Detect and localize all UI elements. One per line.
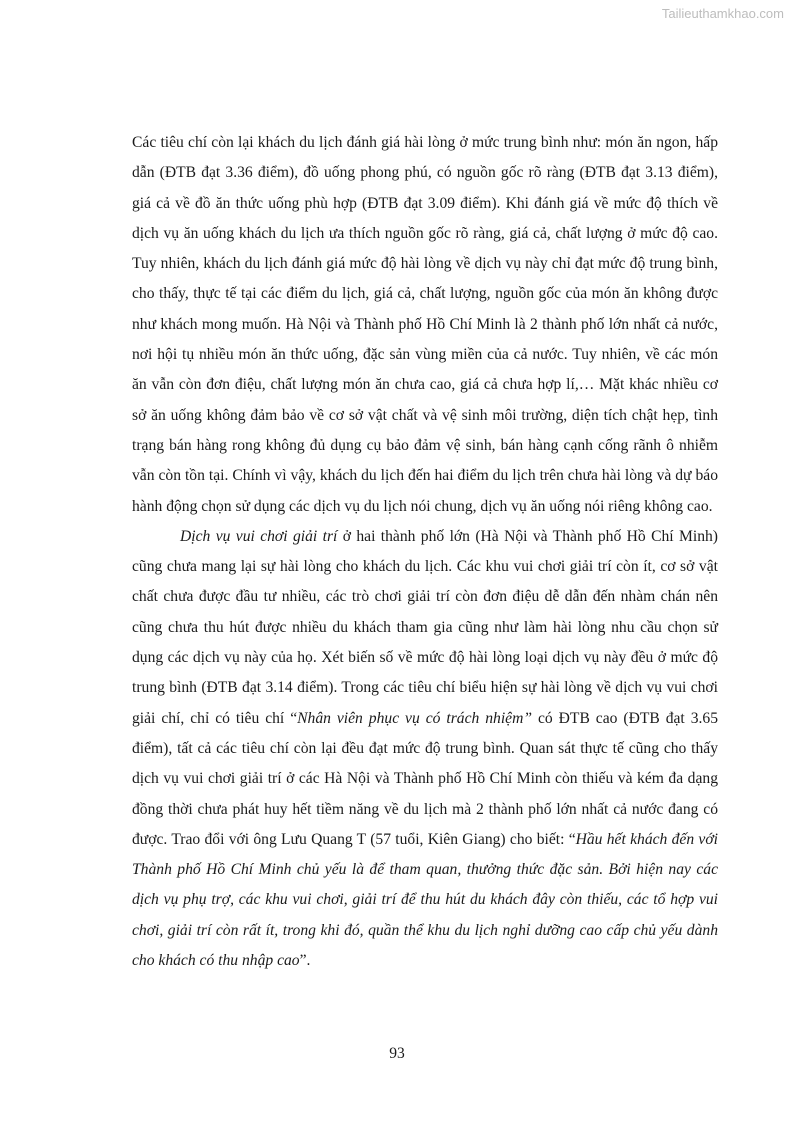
italic-heading-entertainment: Dịch vụ vui chơi giải trí [180,527,338,545]
paragraph-text: có ĐTB cao (ĐTB đạt 3.65 điểm), tất cả các tiêu chí còn lại đều đạt mức độ trung bình. Quan sát thực tế cũng cho thấy dịch vụ vui chơi giải trí ở các Hà Nội và Thành phố Hồ Chí Minh còn thiếu và kém đa dạng đồng thời chưa phát huy hết tiềm năng về du lịch mà 2 thành phố lớn nhất cả nước đang có được. Trao đổi với ông Lưu Quang T (57 tuổi, Kiên Giang) cho biết: “ [132,709,718,848]
page-number: 93 [389,1045,405,1062]
italic-interview-quote: Hầu hết khách đến với Thành phố Hồ Chí Minh chủ yếu là để tham quan, thưởng thức đặc sản. Bởi hiện nay các dịch vụ phụ trợ, các khu vui chơi, giải trí để thu hút du khách đây còn thiếu, các tổ hợp vui chơi, giải trí còn rất ít, trong khi đó, quần thể khu du lịch nghỉ dưỡng cao cấp chủ yếu dành cho khách có thu nhập cao [132,830,718,970]
paragraph-text: ”. [299,952,311,970]
paragraph-entertainment-services [132,522,718,976]
watermark-text: Tailieuthamkhao.com [661,6,784,21]
italic-quote-criterion: Nhân viên phục vụ có trách nhiệm” [297,709,533,727]
paragraph-food-services: Các tiêu chí còn lại khách du lịch đánh giá hài lòng ở mức trung bình như: món ăn ngon, hấp dẫn (ĐTB đạt 3.36 điểm), đồ uống phong phú, có nguồn gốc rõ ràng (ĐTB đạt 3.13 điểm), giá cả về đồ ăn thức uống phù hợp (ĐTB đạt 3.09 điểm). Khi đánh giá về mức độ thích về dịch vụ ăn uống khách du lịch ưa thích nguồn gốc rõ ràng, giá cả, chất lượng ở mức độ cao. Tuy nhiên, khách du lịch đánh giá mức độ hài lòng về dịch vụ này chỉ đạt mức độ trung bình, cho thấy, thực tế tại các điểm du lịch, giá cả, chất lượng, nguồn gốc của món ăn không được như khách mong muốn. Hà Nội và Thành phố Hồ Chí Minh là 2 thành phố lớn nhất cả nước, nơi hội tụ nhiều món ăn thức uống, đặc sản vùng miền của cả nước. Tuy nhiên, về các món ăn vẫn còn đơn điệu, chất lượng món ăn chưa cao, giá cả chưa hợp lí,… Mặt khác nhiều cơ sở ăn uống không đảm bảo về cơ sở vật chất và vệ sinh môi trường, diện tích chật hẹp, tình trạng bán hàng rong không đủ dụng cụ bảo đảm vệ sinh, bán hàng cạnh cống rãnh ô nhiễm vẫn còn tồn tại. Chính vì vậy, khách du lịch đến hai điểm du lịch trên chưa hài lòng và dự báo hành động chọn sử dụng các dịch vụ du lịch nói chung, dịch vụ ăn uống nói riêng không cao. [132,134,718,515]
document-body [132,128,718,976]
paragraph-text: ở hai thành phố lớn (Hà Nội và Thành phố Hồ Chí Minh) cũng chưa mang lại sự hài lòng cho khách du lịch. Các khu vui chơi giải trí còn ít, cơ sở vật chất chưa được đầu tư nhiều, các trò chơi giải trí còn đơn điệu dễ dẫn đến nhàm chán nên cũng chưa thu hút được nhiều du khách tham gia cũng như làm hài lòng nhu cầu chọn sử dụng các dịch vụ này của họ. Xét biến số về mức độ hài lòng loại dịch vụ này đều ở mức độ trung bình (ĐTB đạt 3.14 điểm). Trong các tiêu chí biểu hiện sự hài lòng về dịch vụ vui chơi giải chí, chỉ có tiêu chí “ [132,527,718,727]
